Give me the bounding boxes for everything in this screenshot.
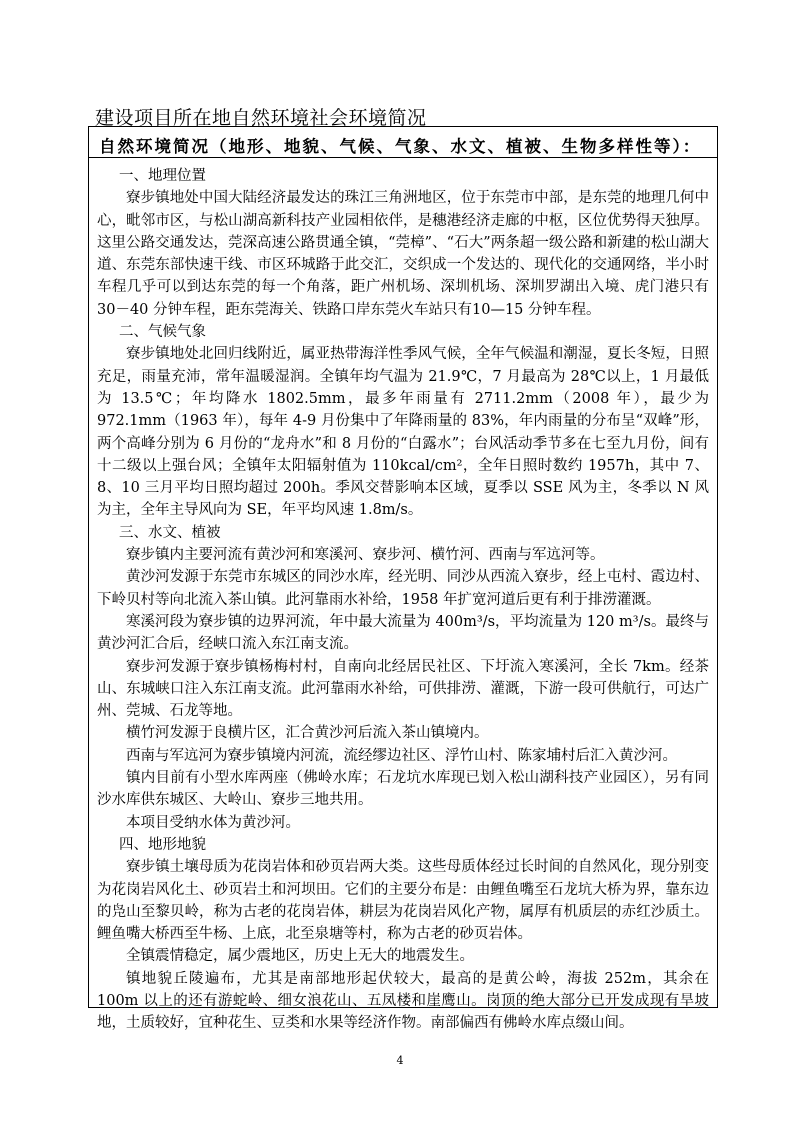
paragraph: 寒溪河段为寮步镇的边界河流，年中最大流量为 400m³/s，平均流量为 120 m³/s。最终与黄沙河汇合后，经峡口流入东江南支流。	[97, 613, 709, 653]
paragraph: 镇内目前有小型水库两座（佛岭水库；石龙坑水库现已划入松山湖科技产业园区），另有同沙水库供东城区、大岭山、寮步三地共用。	[97, 770, 709, 809]
paragraph: 镇地貌丘陵遍布，尤其是南部地形起伏较大，最高的是黄公岭，海拔 252m，其余在 100m 以上的还有游蛇岭、细女浪花山、五凤楼和崖鹰山。岗顶的绝大部分已开发成现有旱坡地，土质较好，宜种花生、豆类和水果等经济作物。南部偏西有佛岭水库点缀山间。	[97, 970, 709, 1032]
paragraph: 寮步镇土壤母质为花岗岩体和砂页岩两大类。这些母质体经过长时间的自然风化，现分别变为花岗岩风化土、砂页岩土和河坝田。它们的主要分布是：由鲤鱼嘴至石龙坑大桥为界，靠东边的凫山至黎贝岭，称为古老的花岗岩体，耕层为花岗岩风化产物，属厚有机质层的赤红沙质土。鲤鱼嘴大桥西至牛杨、上底，北至泉塘等村，称为古老的砂页岩体。	[97, 859, 709, 943]
section-title: 一、地理位置	[119, 168, 206, 184]
paragraph: 寮步河发源于寮步镇杨梅村村，自南向北经居民社区、下圩流入寒溪河，全长 7km。经茶山、东城峡口注入东江南支流。此河靠雨水补给，可供排涝、灌溉，下游一段可供航行，可达广州、莞城、石龙等地。	[97, 658, 709, 720]
paragraph: 西南与军迒河为寮步镇境内河流，流经缪边社区、浮竹山村、陈家埔村后汇入黄沙河。	[126, 747, 677, 764]
heading-divider	[89, 157, 717, 158]
paragraph: 本项目受纳水体为黄沙河。	[126, 814, 300, 831]
section-title: 三、水文、植被	[119, 524, 221, 541]
paragraph: 寮步镇地处中国大陆经济最发达的珠江三角洲地区，位于东莞市中部，是东莞的地理几何中心，毗邻市区，与松山湖高新科技产业园相依伴，是穗港经济走廊的中枢，区位优势得天独厚。这里公路交通发达，莞深高速公路贯通全镇，“莞樟”、“石大”两条超一级公路和新建的松山湖大道、东莞东部快速干线、市区环城路于此交汇，交织成一个发达的、现代化的交通网络，半小时车程几乎可以到达东莞的每一个角落，距广州机场、深圳机场、深圳罗湖出入境、虎门港只有 30－40 分钟车程，距东莞海关、铁路口岸东莞火车站只有10—15 分钟车程。	[97, 190, 709, 318]
paragraph: 黄沙河发源于东莞市东城区的同沙水库，经光明、同沙从西流入寮步，经上屯村、霞边村、下岭贝村等向北流入茶山镇。此河靠雨水补给，1958 年扩宽河道后更有利于排涝灌溉。	[97, 569, 709, 608]
paragraph: 寮步镇内主要河流有黄沙河和寒溪河、寮步河、横竹河、西南与军迒河等。	[126, 547, 605, 564]
content-frame	[88, 126, 718, 1032]
page-number: 4	[396, 1054, 404, 1067]
section-title: 二、气候气象	[119, 324, 206, 341]
section-title: 四、地形地貌	[119, 836, 206, 853]
paragraph: 寮步镇地处北回归线附近，属亚热带海洋性季风气候，全年气候温和潮湿，夏长冬短，日照充足，雨量充沛，常年温暖湿润。全镇年均气温为 21.9℃，7 月最高为 28℃以上，1 月最低为 13.5℃；年均降水 1802.5mm，最多年雨量有 2711.2mm（2008 年），最少为 972.1mm（1963 年），每年 4-9 月份集中了年降雨量的 83%，年内雨量的分布呈“双峰”形，两个高峰分别为 6 月份的“龙舟水”和 8 月份的“白露水”；台风活动季节多在七至九月份，间有十二级以上强台风；全镇年太阳辐射值为 110kcal/cm²，全年日照时数约 1957h，其中 7、8、10 三月平均日照均超过 200h。季风交替影响本区域，夏季以 SSE 风为主，冬季以 N 风为主，全年主导风向为 SE，年平均风速 1.8m/s。	[97, 346, 709, 519]
content-body	[97, 165, 709, 1035]
page-title: 建设项目所在地自然环境社会环境简况	[95, 107, 427, 129]
paragraph: 横竹河发源于良横片区，汇合黄沙河后流入茶山镇境内。	[126, 725, 489, 742]
paragraph: 全镇震情稳定，属少震地区，历史上无大的地震发生。	[126, 948, 474, 965]
box-heading: 自然环境简况（地形、地貌、气候、气象、水文、植被、生物多样性等）：	[99, 137, 702, 156]
